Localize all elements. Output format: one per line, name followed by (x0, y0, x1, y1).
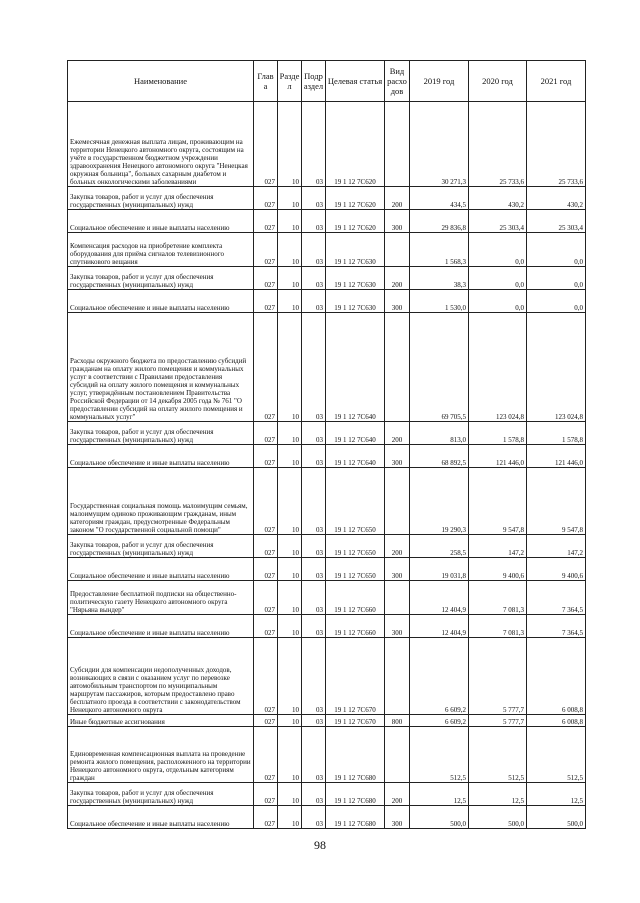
row-glava: 027 (254, 102, 278, 187)
table-row (68, 615, 586, 638)
row-2019: 6 609,2 (410, 638, 469, 715)
row-glava: 027 (254, 233, 278, 267)
row-podrazdel: 03 (302, 615, 326, 638)
row-glava: 027 (254, 290, 278, 313)
row-name: Социальное обеспечение и иные выплаты населению (68, 290, 254, 313)
header-2019: 2019 год (410, 61, 469, 102)
row-statya: 19 1 12 7С670 (326, 638, 385, 715)
header-podrazdel: Подр аздел (302, 61, 326, 102)
row-name: Предоставление бесплатной подписки на общественно-политическую газету Ненецкого автономного округа "Нярьяна вындер" (68, 581, 254, 615)
row-2020: 1 578,8 (469, 422, 527, 445)
row-statya: 19 1 12 7С680 (326, 727, 385, 783)
row-razdel: 10 (278, 102, 302, 187)
row-2020: 512,5 (469, 727, 527, 783)
row-statya: 19 1 12 7С680 (326, 806, 385, 829)
row-2020: 430,2 (469, 187, 527, 210)
row-2021: 9 547,8 (527, 468, 586, 535)
row-glava: 027 (254, 267, 278, 290)
row-2019: 12,5 (410, 783, 469, 806)
row-razdel: 10 (278, 535, 302, 558)
row-2019: 434,5 (410, 187, 469, 210)
table-row (68, 422, 586, 445)
row-2021: 6 008,8 (527, 715, 586, 727)
table-row (68, 783, 586, 806)
table-row (68, 468, 586, 535)
row-name: Иные бюджетные ассигнования (68, 715, 254, 727)
row-2020: 25 303,4 (469, 210, 527, 233)
row-statya: 19 1 12 7С640 (326, 445, 385, 468)
row-glava: 027 (254, 535, 278, 558)
row-vid: 300 (385, 445, 410, 468)
row-glava: 027 (254, 422, 278, 445)
row-glava: 027 (254, 806, 278, 829)
budget-table (67, 60, 586, 829)
row-statya: 19 1 12 7С650 (326, 468, 385, 535)
row-podrazdel: 03 (302, 445, 326, 468)
row-name: Единовременная компенсационная выплата на проведение ремонта жилого помещения, расположенного на территории Ненецкого автономного округа, отдельным категориям граждан (68, 727, 254, 783)
row-vid (385, 468, 410, 535)
table-row (68, 727, 586, 783)
row-glava: 027 (254, 187, 278, 210)
row-vid (385, 233, 410, 267)
header-2020: 2020 год (469, 61, 527, 102)
row-vid: 200 (385, 783, 410, 806)
row-2021: 25 733,6 (527, 102, 586, 187)
row-vid: 300 (385, 290, 410, 313)
row-2021: 147,2 (527, 535, 586, 558)
row-razdel: 10 (278, 558, 302, 581)
row-podrazdel: 03 (302, 468, 326, 535)
row-podrazdel: 03 (302, 806, 326, 829)
row-name: Государственная социальная помощь малоимущим семьям, малоимущим одиноко проживающим гражданам, иным категориям граждан, предусмотренные Федеральным законом "О государственной социальной помощи" (68, 468, 254, 535)
table-header (68, 61, 586, 102)
row-statya: 19 1 12 7С640 (326, 313, 385, 422)
row-2019: 29 836,8 (410, 210, 469, 233)
row-razdel: 10 (278, 422, 302, 445)
header-2021: 2021 год (527, 61, 586, 102)
row-2019: 512,5 (410, 727, 469, 783)
row-podrazdel: 03 (302, 233, 326, 267)
row-statya: 19 1 12 7С630 (326, 267, 385, 290)
table-row (68, 715, 586, 727)
row-vid: 300 (385, 615, 410, 638)
row-2020: 5 777,7 (469, 715, 527, 727)
table-row (68, 535, 586, 558)
row-vid (385, 638, 410, 715)
row-2021: 512,5 (527, 727, 586, 783)
row-2019: 19 031,8 (410, 558, 469, 581)
table-row (68, 445, 586, 468)
row-podrazdel: 03 (302, 290, 326, 313)
row-razdel: 10 (278, 290, 302, 313)
table-body (68, 102, 586, 829)
row-2021: 123 024,8 (527, 313, 586, 422)
row-glava: 027 (254, 468, 278, 535)
row-2021: 12,5 (527, 783, 586, 806)
row-razdel: 10 (278, 783, 302, 806)
row-name: Субсидии для компенсации недополученных доходов, возникающих в связи с оказанием услуг по перевозке автомобильным транспортом по муниципальным маршрутам пассажиров, которым предоставлено право бесплатного проезда в соответствии с законодательством Ненецкого автономного округа (68, 638, 254, 715)
row-2020: 121 446,0 (469, 445, 527, 468)
row-podrazdel: 03 (302, 638, 326, 715)
row-name: Закупка товаров, работ и услуг для обеспечения государственных (муниципальных) нужд (68, 267, 254, 290)
row-podrazdel: 03 (302, 783, 326, 806)
row-glava: 027 (254, 615, 278, 638)
header-name: Наименование (68, 61, 254, 102)
row-name: Компенсация расходов на приобретение комплекта оборудования для приёма сигналов телевизионного спутникового вещания (68, 233, 254, 267)
row-2019: 12 404,9 (410, 581, 469, 615)
row-2019: 500,0 (410, 806, 469, 829)
header-razdel: Разде л (278, 61, 302, 102)
row-2021: 430,2 (527, 187, 586, 210)
table-row (68, 102, 586, 187)
table-row (68, 638, 586, 715)
row-2019: 30 271,3 (410, 102, 469, 187)
row-2019: 69 705,5 (410, 313, 469, 422)
row-statya: 19 1 12 7С620 (326, 102, 385, 187)
row-name: Социальное обеспечение и иные выплаты населению (68, 558, 254, 581)
row-2020: 147,2 (469, 535, 527, 558)
row-name: Социальное обеспечение и иные выплаты населению (68, 210, 254, 233)
row-razdel: 10 (278, 445, 302, 468)
row-statya: 19 1 12 7С630 (326, 290, 385, 313)
table-row (68, 267, 586, 290)
row-2019: 38,3 (410, 267, 469, 290)
row-2021: 0,0 (527, 233, 586, 267)
row-glava: 027 (254, 445, 278, 468)
row-podrazdel: 03 (302, 267, 326, 290)
budget-table-container (67, 60, 585, 829)
row-razdel: 10 (278, 806, 302, 829)
row-razdel: 10 (278, 727, 302, 783)
row-2020: 0,0 (469, 290, 527, 313)
row-2019: 68 892,5 (410, 445, 469, 468)
row-vid: 200 (385, 535, 410, 558)
row-vid: 200 (385, 422, 410, 445)
row-name: Социальное обеспечение и иные выплаты населению (68, 615, 254, 638)
row-2019: 19 290,3 (410, 468, 469, 535)
row-podrazdel: 03 (302, 715, 326, 727)
row-2021: 0,0 (527, 267, 586, 290)
row-podrazdel: 03 (302, 727, 326, 783)
row-glava: 027 (254, 313, 278, 422)
table-row (68, 558, 586, 581)
row-2020: 9 547,8 (469, 468, 527, 535)
header-vid: Вид расхо дов (385, 61, 410, 102)
row-2020: 7 081,3 (469, 581, 527, 615)
row-2020: 7 081,3 (469, 615, 527, 638)
row-razdel: 10 (278, 313, 302, 422)
row-statya: 19 1 12 7С620 (326, 210, 385, 233)
row-razdel: 10 (278, 638, 302, 715)
row-vid (385, 727, 410, 783)
row-name: Социальное обеспечение и иные выплаты населению (68, 445, 254, 468)
table-row (68, 187, 586, 210)
row-2020: 9 400,6 (469, 558, 527, 581)
row-2021: 25 303,4 (527, 210, 586, 233)
row-2020: 123 024,8 (469, 313, 527, 422)
row-name: Закупка товаров, работ и услуг для обеспечения государственных (муниципальных) нужд (68, 783, 254, 806)
row-vid: 800 (385, 715, 410, 727)
row-glava: 027 (254, 715, 278, 727)
row-2021: 7 364,5 (527, 615, 586, 638)
row-name: Ежемесячная денежная выплата лицам, проживающим на территории Ненецкого автономного округа, состоящим на учёте в государственном бюджетном учреждении здравоохранения Ненецкого автономного округа "Ненецкая окружная больница", больных сахарным диабетом и больных онкологическими заболеваниями (68, 102, 254, 187)
table-row (68, 290, 586, 313)
row-name: Закупка товаров, работ и услуг для обеспечения государственных (муниципальных) нужд (68, 187, 254, 210)
row-2021: 6 008,8 (527, 638, 586, 715)
row-razdel: 10 (278, 187, 302, 210)
row-2019: 813,0 (410, 422, 469, 445)
table-row (68, 581, 586, 615)
row-glava: 027 (254, 638, 278, 715)
row-statya: 19 1 12 7С620 (326, 187, 385, 210)
row-vid (385, 581, 410, 615)
row-statya: 19 1 12 7С630 (326, 233, 385, 267)
row-vid: 300 (385, 210, 410, 233)
row-vid (385, 313, 410, 422)
row-name: Закупка товаров, работ и услуг для обеспечения государственных (муниципальных) нужд (68, 422, 254, 445)
header-row (68, 61, 586, 102)
row-statya: 19 1 12 7С660 (326, 615, 385, 638)
row-razdel: 10 (278, 615, 302, 638)
row-podrazdel: 03 (302, 102, 326, 187)
row-razdel: 10 (278, 581, 302, 615)
row-razdel: 10 (278, 233, 302, 267)
row-statya: 19 1 12 7С650 (326, 558, 385, 581)
table-row (68, 210, 586, 233)
row-vid: 300 (385, 806, 410, 829)
table-row (68, 806, 586, 829)
row-glava: 027 (254, 783, 278, 806)
row-statya: 19 1 12 7С680 (326, 783, 385, 806)
row-razdel: 10 (278, 210, 302, 233)
page-number: 98 (314, 838, 326, 852)
row-glava: 027 (254, 727, 278, 783)
row-statya: 19 1 12 7С660 (326, 581, 385, 615)
row-2020: 0,0 (469, 233, 527, 267)
row-2019: 6 609,2 (410, 715, 469, 727)
row-podrazdel: 03 (302, 210, 326, 233)
row-glava: 027 (254, 558, 278, 581)
header-glava: Глав а (254, 61, 278, 102)
row-podrazdel: 03 (302, 581, 326, 615)
row-statya: 19 1 12 7С650 (326, 535, 385, 558)
row-vid (385, 102, 410, 187)
row-2019: 1 568,3 (410, 233, 469, 267)
row-2021: 1 578,8 (527, 422, 586, 445)
row-vid: 300 (385, 558, 410, 581)
row-razdel: 10 (278, 468, 302, 535)
row-podrazdel: 03 (302, 313, 326, 422)
row-razdel: 10 (278, 715, 302, 727)
table-row (68, 233, 586, 267)
row-statya: 19 1 12 7С640 (326, 422, 385, 445)
row-statya: 19 1 12 7С670 (326, 715, 385, 727)
row-name: Расходы окружного бюджета по предоставлению субсидий гражданам на оплату жилого помещения и коммунальных услуг в соответствии с Правилами предоставления субсидий на оплату жилого помещения и коммунальных услуг, утверждённым постановлением Правительства Российской Федерации от 14 декабря 2005 года № 761 "О предоставлении субсидий на оплату жилого помещения и коммунальных услуг" (68, 313, 254, 422)
row-2021: 0,0 (527, 290, 586, 313)
row-2021: 9 400,6 (527, 558, 586, 581)
row-2019: 12 404,9 (410, 615, 469, 638)
row-name: Социальное обеспечение и иные выплаты населению (68, 806, 254, 829)
row-2019: 258,5 (410, 535, 469, 558)
header-statya: Целевая статья (326, 61, 385, 102)
table-row (68, 313, 586, 422)
row-vid: 200 (385, 267, 410, 290)
row-2020: 5 777,7 (469, 638, 527, 715)
row-podrazdel: 03 (302, 558, 326, 581)
row-glava: 027 (254, 581, 278, 615)
row-name: Закупка товаров, работ и услуг для обеспечения государственных (муниципальных) нужд (68, 535, 254, 558)
row-2021: 7 364,5 (527, 581, 586, 615)
row-podrazdel: 03 (302, 187, 326, 210)
row-razdel: 10 (278, 267, 302, 290)
row-2019: 1 530,0 (410, 290, 469, 313)
row-2021: 121 446,0 (527, 445, 586, 468)
row-vid: 200 (385, 187, 410, 210)
row-2020: 12,5 (469, 783, 527, 806)
row-podrazdel: 03 (302, 535, 326, 558)
row-2021: 500,0 (527, 806, 586, 829)
row-2020: 0,0 (469, 267, 527, 290)
row-glava: 027 (254, 210, 278, 233)
row-2020: 500,0 (469, 806, 527, 829)
row-podrazdel: 03 (302, 422, 326, 445)
row-2020: 25 733,6 (469, 102, 527, 187)
